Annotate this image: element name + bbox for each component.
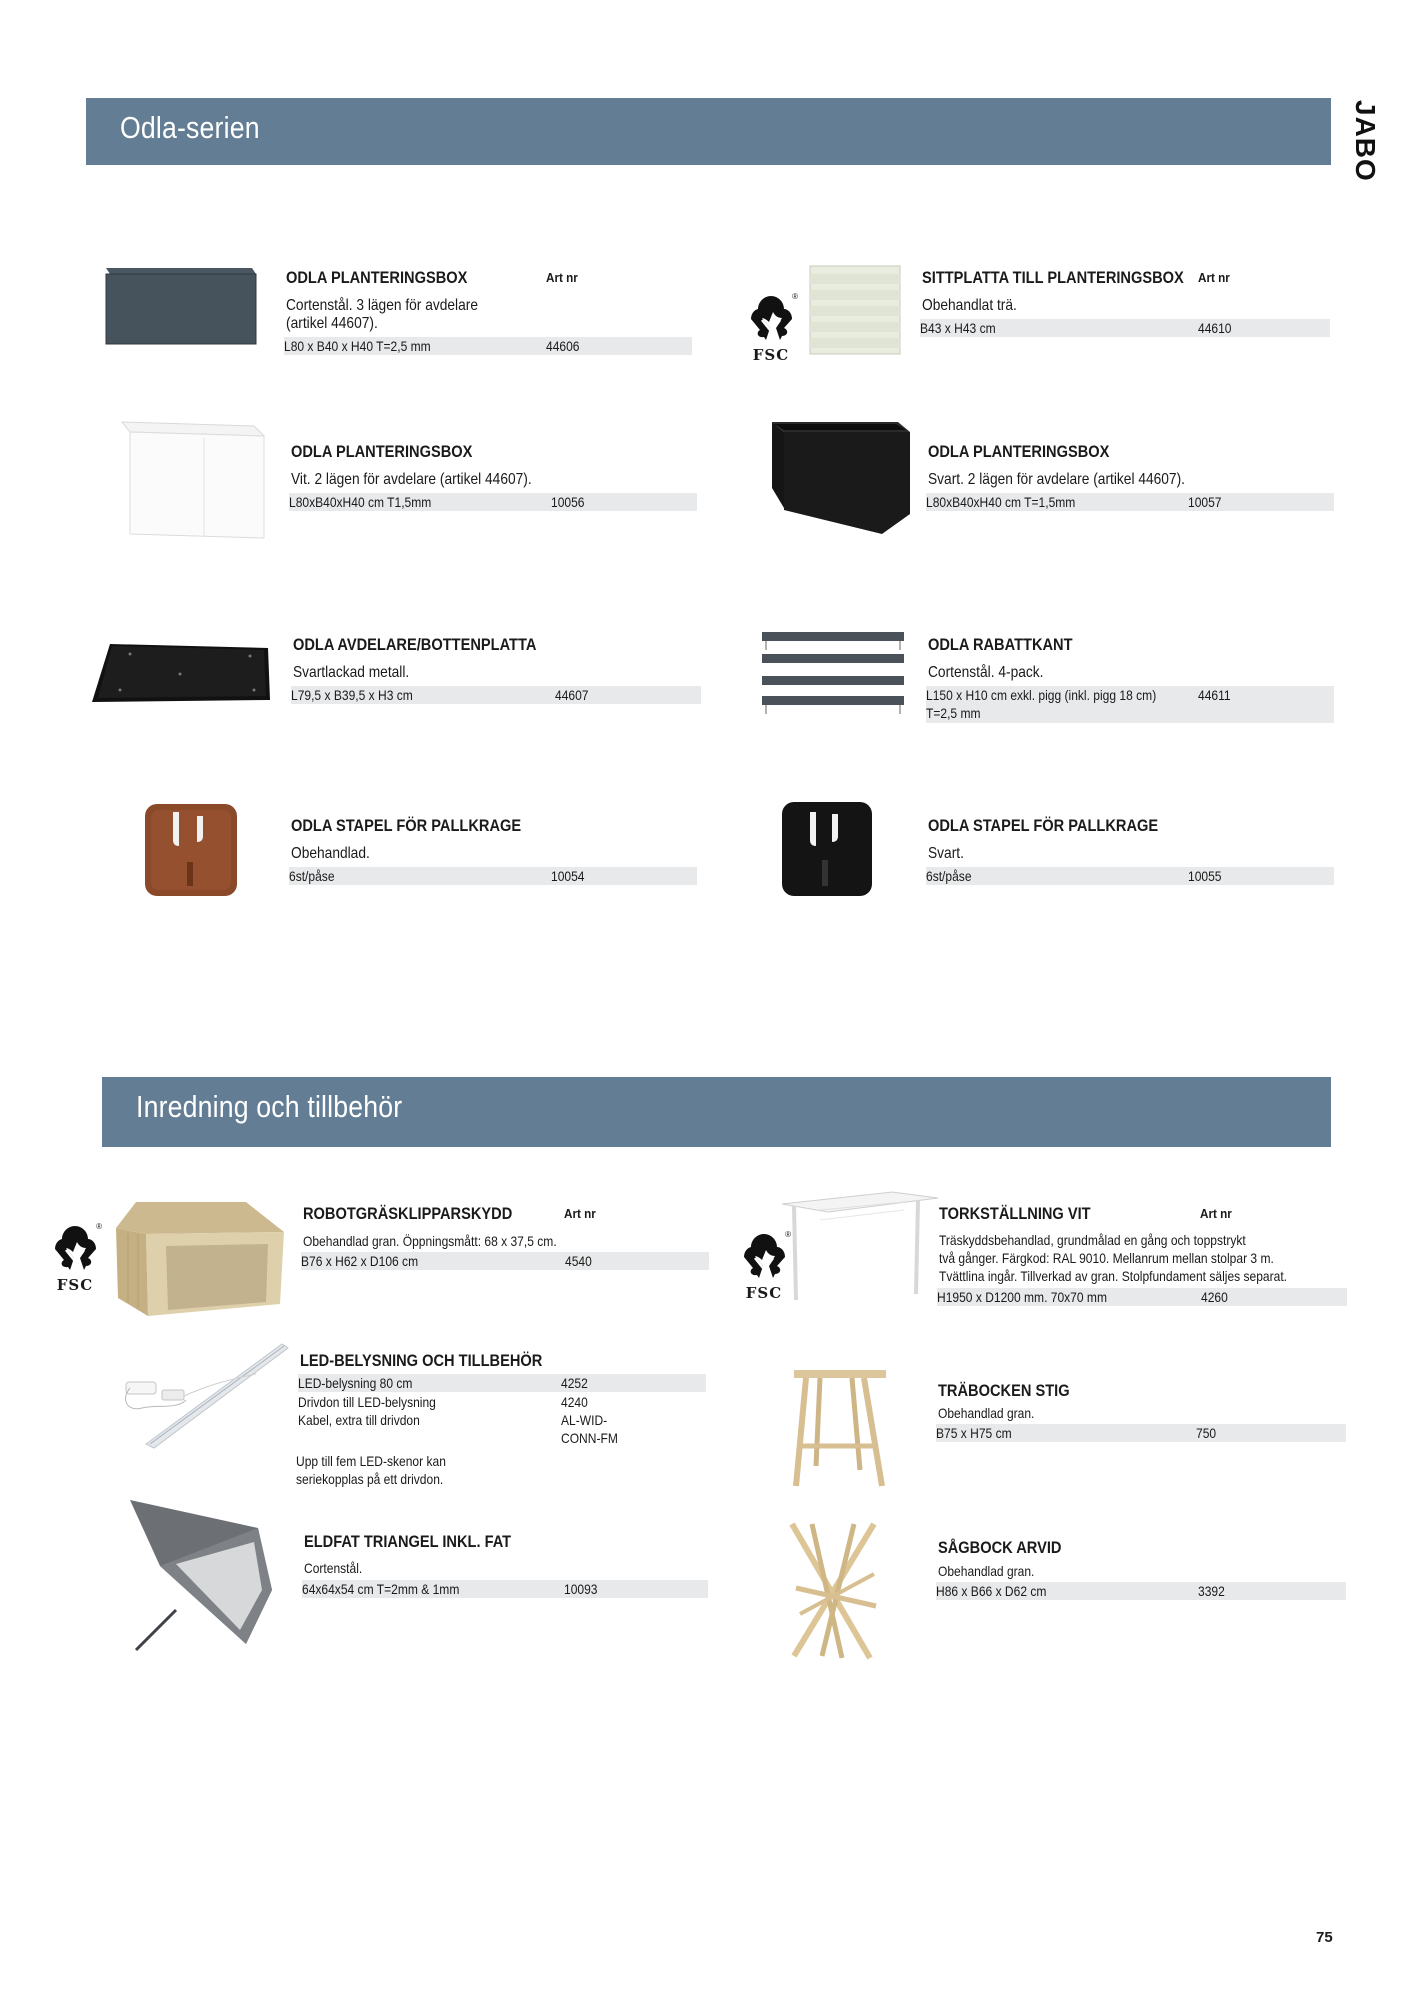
product-title: ODLA AVDELARE/BOTTENPLATTA [293, 635, 537, 654]
spec-art-nr: AL-WID- [561, 1412, 608, 1428]
art-nr-header: Art nr [546, 270, 578, 285]
product-description: Obehandlad gran. [938, 1405, 1035, 1421]
art-nr-header: Art nr [564, 1206, 596, 1221]
product-title: ELDFAT TRIANGEL INKL. FAT [304, 1532, 512, 1551]
spec-art-nr: 10054 [551, 868, 585, 884]
fsc-registered-mark: ® [96, 1222, 102, 1231]
product-description: Tvättlina ingår. Tillverkad av gran. Stolpfundament säljes separat. [939, 1268, 1288, 1284]
spec-art-nr: 10056 [551, 494, 585, 510]
product-note: Upp till fem LED-skenor kan [296, 1453, 446, 1469]
product-description: Vit. 2 lägen för avdelare (artikel 44607). [291, 471, 532, 488]
spec-name: LED-belysning 80 cm [298, 1375, 413, 1391]
spec-dimensions: L80xB40xH40 cm T1,5mm [289, 494, 432, 510]
fsc-registered-mark: ® [785, 1230, 791, 1239]
spec-row [926, 493, 1334, 511]
product-title: SITTPLATTA TILL PLANTERINGSBOX [922, 268, 1184, 287]
spec-dimensions: 64x64x54 cm T=2mm & 1mm [302, 1581, 460, 1597]
fsc-registered-mark: ® [792, 292, 798, 301]
product-description: Svart. [928, 845, 964, 862]
spec-art-nr: 44606 [546, 338, 580, 354]
product-image-border-edging [758, 630, 908, 716]
product-image-seat-plate [808, 264, 904, 358]
product-image-drying-rack [780, 1190, 940, 1302]
spec-art-nr: 10055 [1188, 868, 1222, 884]
spec-art-nr: 3392 [1198, 1583, 1225, 1599]
spec-row [289, 493, 697, 511]
art-nr-header: Art nr [1198, 270, 1230, 285]
product-title: LED-BELYSNING OCH TILLBEHÖR [300, 1351, 543, 1370]
fsc-logo [44, 1222, 106, 1294]
spec-row [302, 1580, 708, 1598]
product-description: Cortenstål. 4-pack. [928, 664, 1044, 681]
product-description: två gånger. Färgkod: RAL 9010. Mellanrum mellan stolpar 3 m. [939, 1250, 1274, 1266]
brand-logo: JABO [1350, 100, 1381, 182]
spec-art-nr: 44610 [1198, 320, 1232, 336]
product-title: ODLA PLANTERINGSBOX [928, 442, 1110, 461]
product-image-fire-pit [116, 1490, 278, 1652]
product-title: ROBOTGRÄSKLIPPARSKYDD [303, 1204, 513, 1223]
product-description: Obehandlad gran. [938, 1563, 1035, 1579]
spec-row [936, 1582, 1346, 1600]
spec-art-nr: 4540 [565, 1253, 592, 1269]
product-title: ODLA RABATTKANT [928, 635, 1073, 654]
product-note: seriekopplas på ett drivdon. [296, 1471, 444, 1487]
spec-art-nr: 44607 [555, 687, 589, 703]
section-banner-inredning [102, 1077, 1331, 1147]
spec-art-nr: 4260 [1201, 1289, 1228, 1305]
art-nr-header: Art nr [1200, 1206, 1232, 1221]
product-image-mower-garage [108, 1198, 288, 1320]
product-description: Obehandlad gran. Öppningsmått: 68 x 37,5 cm. [303, 1233, 557, 1249]
fsc-label: FSC [752, 346, 790, 364]
spec-name: Kabel, extra till drivdon [298, 1412, 420, 1428]
spec-row [291, 686, 701, 704]
product-image-black-bracket [780, 800, 874, 898]
page-number: 75 [1316, 1929, 1333, 1946]
product-image-led-lighting [116, 1340, 292, 1450]
product-title: SÅGBOCK ARVID [938, 1538, 1062, 1557]
product-title: TRÄBOCKEN STIG [938, 1381, 1070, 1400]
product-image-trestle [790, 1366, 890, 1492]
product-title: ODLA PLANTERINGSBOX [286, 268, 468, 287]
spec-dimensions: L150 x H10 cm exkl. pigg (inkl. pigg 18 cm) [926, 687, 1157, 703]
section-title: Inredning och tillbehör [136, 1089, 403, 1124]
fsc-logo [740, 292, 802, 364]
product-title: TORKSTÄLLNING VIT [939, 1204, 1091, 1223]
spec-art-nr: 10057 [1188, 494, 1222, 510]
product-description: Svart. 2 lägen för avdelare (artikel 44607). [928, 471, 1185, 488]
spec-dimensions: H1950 x D1200 mm. 70x70 mm [937, 1289, 1107, 1305]
product-title: ODLA PLANTERINGSBOX [291, 442, 473, 461]
spec-row [936, 1424, 1346, 1442]
product-image-corten-planter [100, 262, 260, 346]
spec-dimensions: B43 x H43 cm [920, 320, 996, 336]
spec-row [926, 867, 1334, 885]
spec-art-nr: 4252 [561, 1375, 588, 1391]
section-title: Odla-serien [120, 110, 260, 145]
product-image-divider-plate [90, 640, 272, 708]
product-description: Träskyddsbehandlad, grundmålad en gång och toppstrykt [939, 1232, 1246, 1248]
product-image-black-planter [770, 418, 912, 536]
spec-row [937, 1288, 1347, 1306]
product-description: Obehandlad. [291, 845, 370, 862]
spec-dimensions: H86 x B66 x D62 cm [936, 1583, 1047, 1599]
product-description: Svartlackad metall. [293, 664, 410, 681]
spec-dimensions: L80 x B40 x H40 T=2,5 mm [284, 338, 431, 354]
spec-dimensions: B76 x H62 x D106 cm [301, 1253, 419, 1269]
spec-art-nr: 4240 [561, 1394, 588, 1410]
spec-row [289, 867, 697, 885]
product-description: Cortenstål. [304, 1560, 363, 1576]
spec-dimensions: 6st/påse [926, 868, 972, 884]
product-description: Obehandlat trä. [922, 297, 1017, 314]
spec-art-nr: 750 [1196, 1425, 1217, 1441]
spec-name: Drivdon till LED-belysning [298, 1394, 436, 1410]
fsc-label: FSC [56, 1276, 94, 1294]
spec-art-nr: 10093 [564, 1581, 598, 1597]
spec-thickness: T=2,5 mm [926, 705, 981, 721]
spec-dimensions: B75 x H75 cm [936, 1425, 1012, 1441]
spec-dimensions: L79,5 x B39,5 x H3 cm [291, 687, 413, 703]
spec-row [298, 1374, 706, 1392]
spec-art-nr-cont: CONN-FM [561, 1430, 618, 1446]
spec-row [301, 1252, 709, 1270]
fsc-label: FSC [745, 1284, 783, 1302]
section-banner-odla [86, 98, 1331, 165]
product-title: ODLA STAPEL FÖR PALLKRAGE [291, 816, 522, 835]
product-image-white-planter [118, 418, 268, 544]
product-description: (artikel 44607). [286, 315, 378, 332]
spec-dimensions: 6st/påse [289, 868, 335, 884]
spec-row [926, 686, 1334, 723]
spec-row [284, 337, 692, 355]
spec-dimensions: L80xB40xH40 cm T=1,5mm [926, 494, 1076, 510]
spec-row [920, 319, 1330, 337]
product-image-sawhorse [782, 1518, 888, 1660]
product-title: ODLA STAPEL FÖR PALLKRAGE [928, 816, 1159, 835]
product-image-corten-bracket [143, 802, 239, 898]
product-description: Cortenstål. 3 lägen för avdelare [286, 297, 478, 314]
spec-art-nr: 44611 [1198, 687, 1231, 703]
